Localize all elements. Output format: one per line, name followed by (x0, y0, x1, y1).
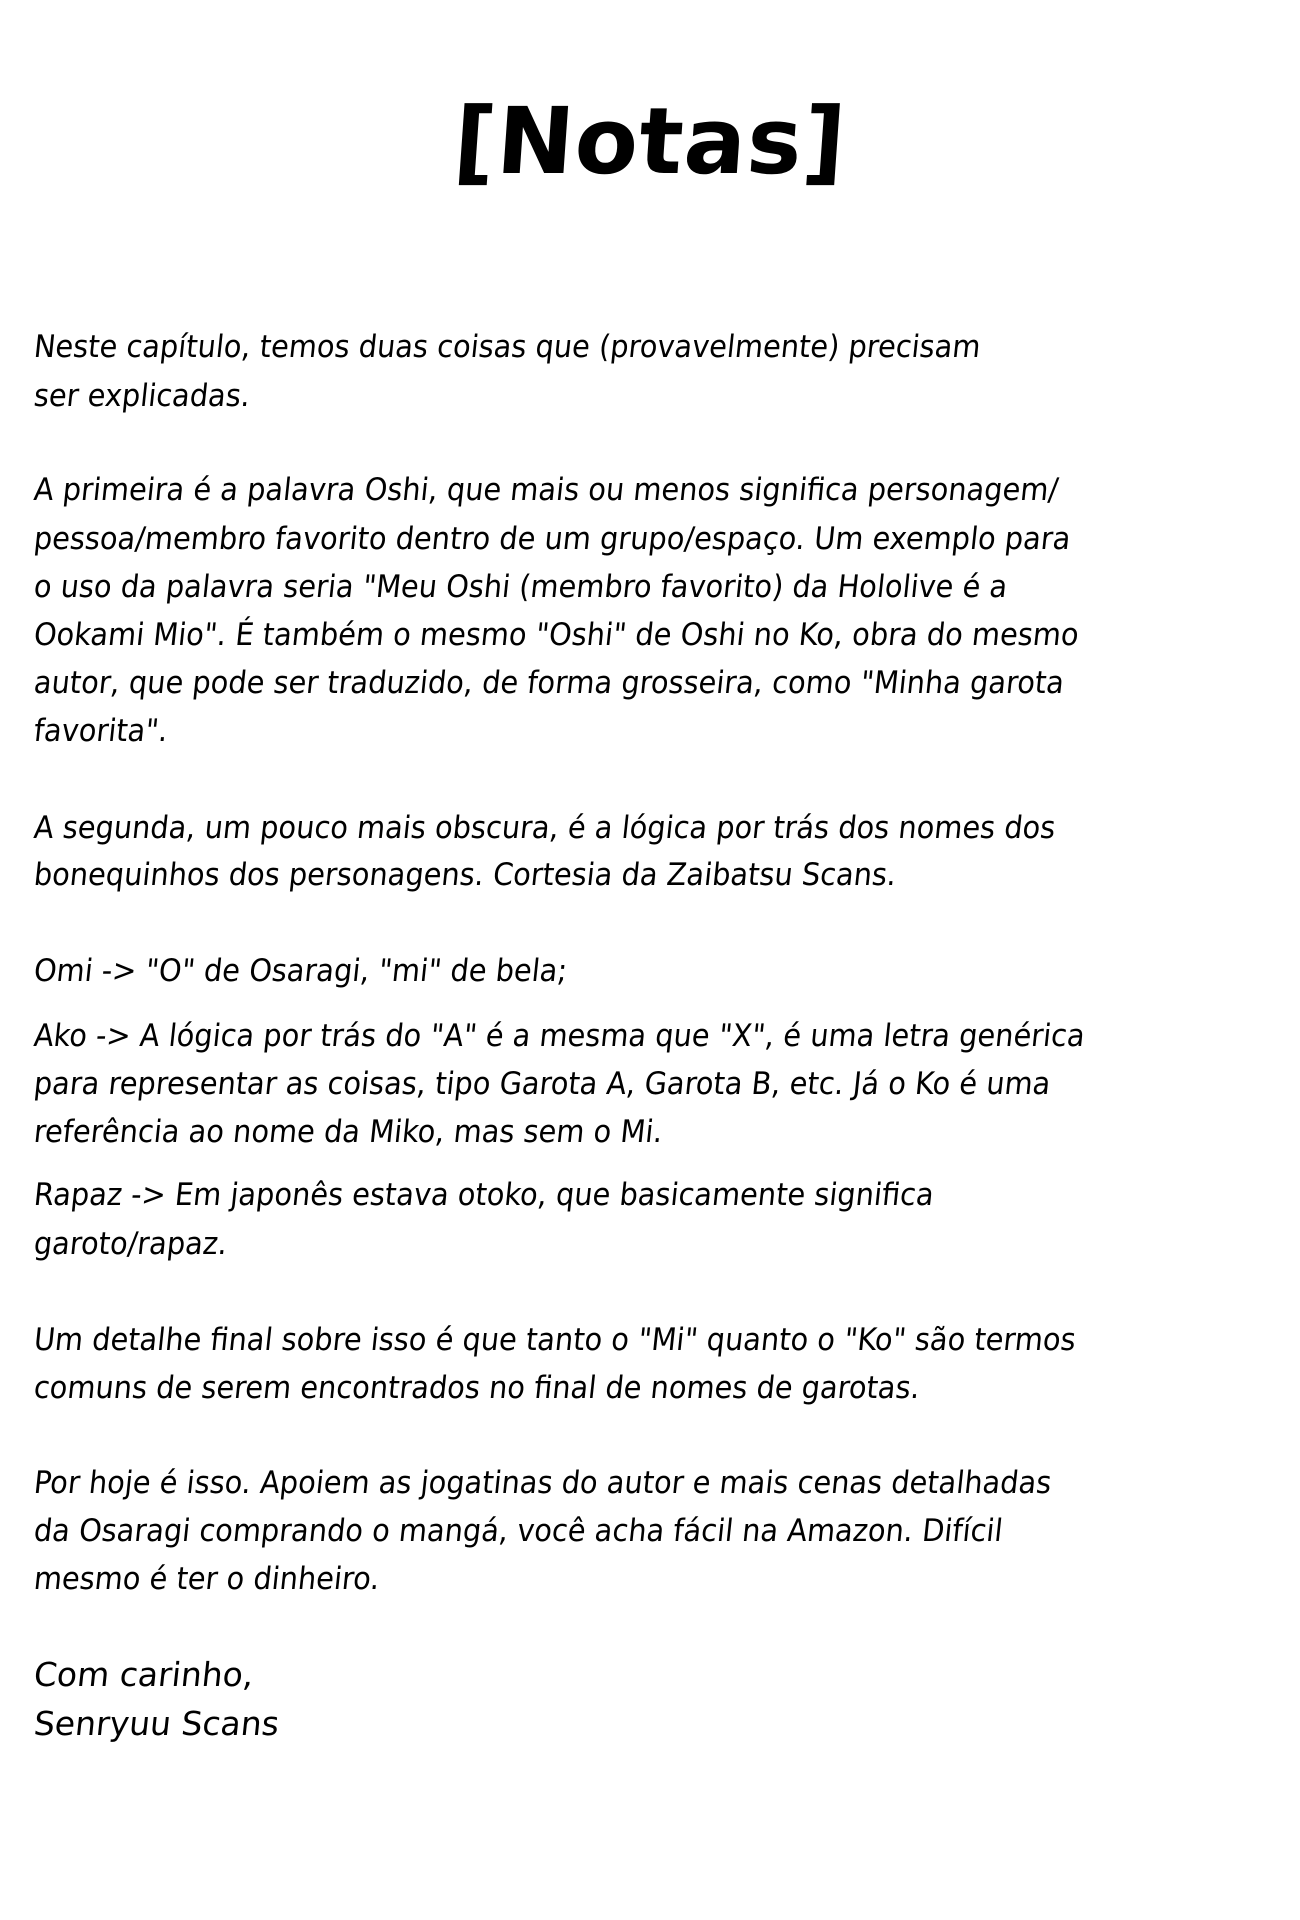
text-line: A primeira é a palavra Oshi, que mais ou menos significa personagem/ (32, 472, 1061, 508)
signature-name: Senryuu Scans (32, 1704, 282, 1743)
text-line: favorita". (32, 713, 170, 749)
text-line: para representar as coisas, tipo Garota A, Garota B, etc. Já o Ko é uma (32, 1066, 1053, 1102)
text-line: bonequinhos dos personagens. Cortesia da Zaibatsu Scans. (32, 857, 899, 893)
text-line: pessoa/membro favorito dentro de um grupo/espaço. Um exemplo para (32, 521, 1073, 557)
text-line: Ako -> A lógica por trás do "A" é a mesma que "X", é uma letra genérica (32, 1018, 1087, 1054)
text-line: Neste capítulo, temos duas coisas que (provavelmente) precisam (32, 329, 983, 365)
text-line: Por hoje é isso. Apoiem as jogatinas do autor e mais cenas detalhadas (32, 1465, 1054, 1501)
text-line: autor, que pode ser traduzido, de forma grosseira, como "Minha garota (32, 665, 1066, 701)
text-line: mesmo é ter o dinheiro. (32, 1561, 382, 1597)
text-line: o uso da palavra seria "Meu Oshi (membro favorito) da Hololive é a (32, 569, 1010, 605)
text-line: ser explicadas. (32, 378, 252, 414)
text-line: garoto/rapaz. (32, 1226, 230, 1262)
text-line: da Osaragi comprando o mangá, você acha fácil na Amazon. Difícil (32, 1513, 1005, 1549)
text-line: referência ao nome da Miko, mas sem o Mi. (32, 1114, 665, 1150)
text-line: Rapaz -> Em japonês estava otoko, que basicamente significa (32, 1177, 936, 1213)
text-line: Ookami Mio". É também o mesmo "Oshi" de Oshi no Ko, obra do mesmo (32, 617, 1081, 653)
text-line: A segunda, um pouco mais obscura, é a lógica por trás dos nomes dos (32, 810, 1058, 846)
signature-greeting: Com carinho, (32, 1655, 256, 1694)
page-title: [Notas] (450, 88, 850, 195)
text-line: comuns de serem encontrados no final de nomes de garotas. (32, 1370, 922, 1406)
text-line: Omi -> "O" de Osaragi, "mi" de bela; (32, 953, 570, 989)
text-line: Um detalhe final sobre isso é que tanto o "Mi" quanto o "Ko" são termos (32, 1322, 1078, 1358)
